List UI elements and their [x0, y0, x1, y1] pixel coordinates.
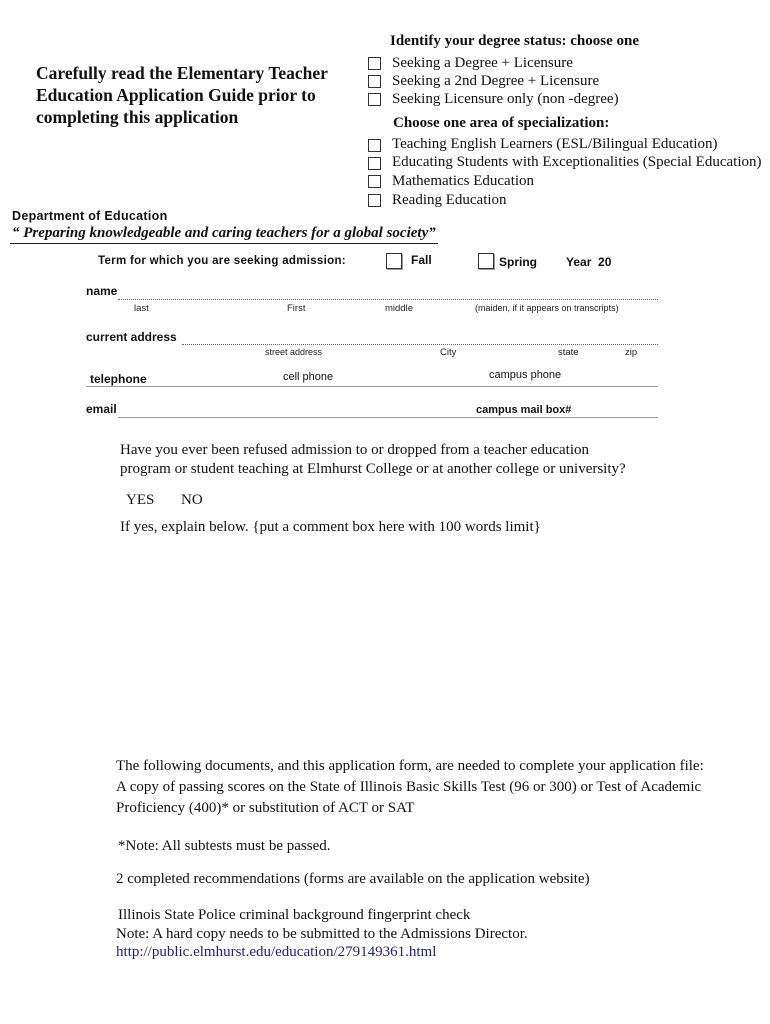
degree-status-heading: Identify your degree status: choose one	[390, 33, 640, 49]
email-field-line[interactable]	[118, 417, 658, 418]
refusal-question-line-1: Have you ever been refused admission to or dropped from a teacher education	[120, 442, 589, 458]
subtests-note: *Note: All subtests must be passed.	[118, 838, 331, 854]
explain-instruction: If yes, explain below. {put a comment box here with 100 words limit}	[120, 519, 541, 535]
address-label: current address	[86, 330, 177, 344]
address-city-label: City	[440, 347, 457, 358]
department-underline	[10, 243, 438, 244]
term-fall-checkbox[interactable]	[386, 253, 402, 269]
intro-text	[36, 62, 328, 128]
specialization-label-special-ed: Educating Students with Exceptionalities (Special Education)	[392, 154, 762, 170]
recommendations-line: 2 completed recommendations (forms are available on the application website)	[116, 871, 590, 887]
address-field-line[interactable]	[182, 344, 658, 345]
specialization-checkbox-special-ed[interactable]	[368, 157, 381, 170]
documents-test-line-2: Proficiency (400)* or substitution of ACT or SAT	[116, 800, 415, 816]
fingerprint-line: Illinois State Police criminal background fingerprint check	[118, 907, 471, 923]
telephone-field-line[interactable]	[86, 386, 658, 387]
name-last-label: last	[134, 303, 149, 314]
address-street-label: street address	[265, 347, 323, 357]
specialization-heading: Choose one area of specialization:	[393, 115, 610, 131]
degree-option-label-3: Seeking Licensure only (non -degree)	[392, 91, 619, 107]
documents-block	[116, 756, 704, 819]
intro-line-3: completing this application	[36, 107, 239, 127]
degree-option-label-1: Seeking a Degree + Licensure	[392, 55, 573, 71]
degree-option-checkbox-3[interactable]	[368, 93, 381, 106]
documents-test-line-1: A copy of passing scores on the State of Illinois Basic Skills Test (96 or 300) or Test of Academic	[116, 779, 702, 795]
name-label: name	[86, 284, 118, 298]
intro-line-1: Carefully read the Elementary Teacher	[36, 63, 328, 83]
term-year-label: Year 20	[566, 255, 612, 269]
specialization-checkbox-reading[interactable]	[368, 194, 381, 207]
department-motto: “ Preparing knowledgeable and caring teachers for a global society”	[12, 225, 436, 241]
campus-mail-label: campus mail box#	[476, 404, 572, 416]
name-first-label: First	[287, 303, 306, 314]
explain-comment-area[interactable]	[120, 545, 660, 745]
degree-option-checkbox-2[interactable]	[368, 75, 381, 88]
no-option[interactable]: NO	[181, 492, 203, 508]
hardcopy-note: Note: A hard copy needs to be submitted to the Admissions Director.	[116, 926, 528, 942]
name-middle-label: middle	[385, 303, 413, 314]
refusal-question	[120, 441, 626, 479]
cell-phone-label: cell phone	[283, 371, 334, 383]
application-website-link[interactable]: http://public.elmhurst.edu/education/279149361.html	[116, 944, 437, 960]
address-zip-label: zip	[625, 347, 638, 358]
specialization-checkbox-esl[interactable]	[368, 139, 381, 152]
specialization-label-reading: Reading Education	[392, 192, 507, 208]
department-name: Department of Education	[12, 209, 168, 223]
intro-line-2: Education Application Guide prior to	[36, 85, 316, 105]
degree-option-checkbox-1[interactable]	[368, 57, 381, 70]
address-state-label: state	[558, 347, 579, 358]
refusal-question-line-2: program or student teaching at Elmhurst College or at another college or university?	[120, 461, 626, 477]
term-fall-label: Fall	[411, 253, 432, 267]
term-spring-label: Spring	[499, 255, 537, 269]
specialization-label-esl: Teaching English Learners (ESL/Bilingual Education)	[392, 136, 718, 152]
yes-option[interactable]: YES	[126, 492, 155, 508]
degree-option-label-2: Seeking a 2nd Degree + Licensure	[392, 73, 600, 89]
specialization-checkbox-math[interactable]	[368, 175, 381, 188]
name-field-line[interactable]	[118, 299, 658, 300]
documents-intro: The following documents, and this application form, are needed to complete your application file:	[116, 758, 704, 774]
telephone-label: telephone	[90, 372, 147, 386]
name-maiden-label: (maiden, if it appears on transcripts)	[475, 303, 619, 313]
email-label: email	[86, 402, 117, 416]
term-spring-checkbox[interactable]	[478, 253, 494, 269]
specialization-label-math: Mathematics Education	[392, 173, 535, 189]
term-label: Term for which you are seeking admission:	[98, 255, 346, 267]
campus-phone-label: campus phone	[489, 369, 562, 381]
